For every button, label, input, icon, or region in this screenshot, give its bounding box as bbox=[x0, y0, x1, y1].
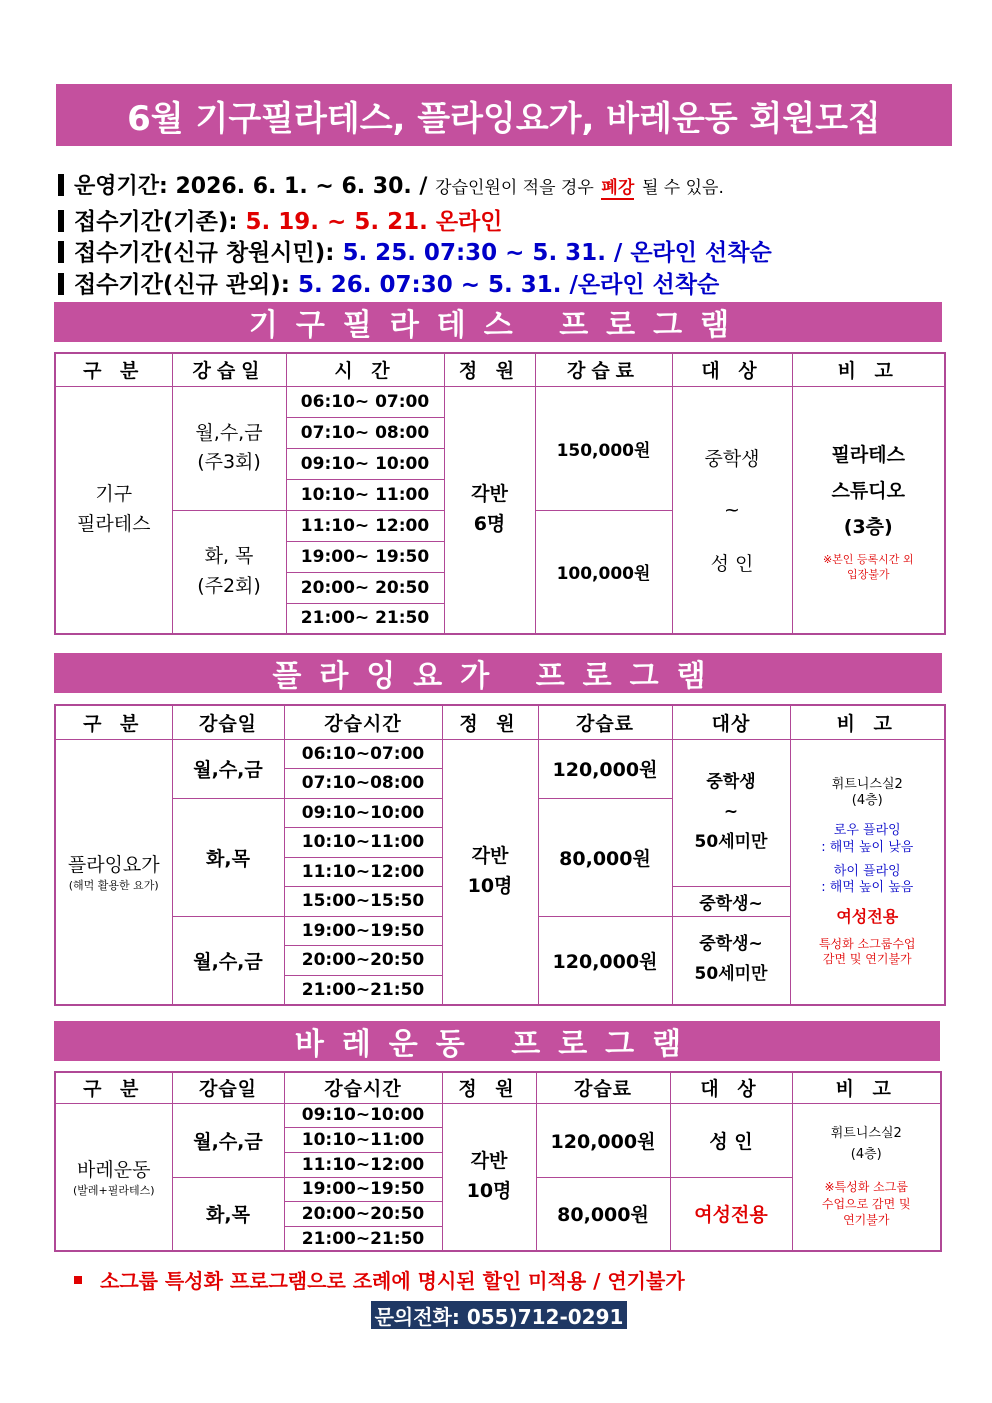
time-slot: 07:10~08:00 bbox=[284, 769, 442, 799]
barre-target-a: 성 인 bbox=[670, 1103, 792, 1177]
contact-phone: 문의전화: 055)712-0291 bbox=[371, 1301, 627, 1329]
target-b: 성 인 bbox=[710, 552, 754, 575]
period-note-cancel: 폐강 bbox=[601, 178, 635, 198]
remark-note: 특성화 소그룹수업 감면 및 연기불가 bbox=[818, 937, 916, 966]
reg-new-out-label: 접수기간(신규 관외): bbox=[74, 272, 290, 298]
header-cell: 정 원 bbox=[444, 353, 535, 386]
period-note-end: 될 수 있음. bbox=[641, 178, 724, 198]
time-slot: 10:10~ 11:00 bbox=[286, 479, 444, 510]
header-cell: 대 상 bbox=[670, 1072, 792, 1103]
table-header-row bbox=[55, 705, 945, 739]
reg-existing-label: 접수기간(기존): bbox=[74, 209, 238, 235]
time-slot: 10:10~11:00 bbox=[284, 1128, 442, 1153]
days-label: 월,수,금 bbox=[195, 421, 263, 444]
time-slot: 19:00~ 19:50 bbox=[286, 541, 444, 572]
time-slot: 07:10~ 08:00 bbox=[286, 417, 444, 448]
period-label: 운영기간: bbox=[74, 174, 168, 199]
bullet-icon bbox=[58, 273, 64, 295]
header-cell: 시 간 bbox=[286, 353, 444, 386]
time-slot: 20:00~20:50 bbox=[284, 946, 442, 976]
header-cell: 비 고 bbox=[792, 353, 945, 386]
registration-existing bbox=[58, 203, 502, 236]
pilates-section-title: 기구필라테스 프로그램 bbox=[54, 302, 942, 342]
time-slot: 09:10~10:00 bbox=[284, 798, 442, 828]
header-cell: 대상 bbox=[672, 705, 790, 739]
operation-period bbox=[58, 169, 724, 200]
flying-target-b: 중학생~ bbox=[672, 887, 790, 917]
time-slot: 21:00~ 21:50 bbox=[286, 603, 444, 634]
page-title: 6월 기구필라테스, 플라잉요가, 바레운동 회원모집 bbox=[56, 84, 952, 146]
header-cell: 비 고 bbox=[790, 705, 945, 739]
table-header-row bbox=[55, 1072, 941, 1103]
reg-new-city-label: 접수기간(신규 창원시민): bbox=[74, 240, 335, 266]
time-slot: 15:00~15:50 bbox=[284, 887, 442, 917]
category-sub: (해먹 활용한 요가) bbox=[68, 879, 159, 892]
bullet-icon bbox=[58, 210, 64, 232]
time-slot: 09:10~10:00 bbox=[284, 1103, 442, 1128]
flying-days-c: 월,수,금 bbox=[172, 916, 284, 1005]
registration-new-outside bbox=[58, 266, 719, 299]
flying-section-title: 플라잉요가 프로그램 bbox=[54, 653, 942, 693]
barre-category bbox=[55, 1103, 172, 1251]
days-sub: (주2회) bbox=[197, 574, 261, 597]
remark-high: 하이 플라잉 : 해먹 높이 높음 bbox=[821, 863, 914, 896]
header-cell: 강습료 bbox=[536, 1072, 670, 1103]
target-tilde: ~ bbox=[724, 498, 740, 521]
remark-place: 휘트니스실2 (4층) bbox=[830, 1126, 902, 1162]
time-slot: 11:10~12:00 bbox=[284, 857, 442, 887]
header-cell: 강습일 bbox=[172, 705, 284, 739]
period-note: 강습인원이 적을 경우 bbox=[435, 178, 594, 198]
reg-new-city-value: 5. 25. 07:30 ~ 5. 31. / 온라인 선착순 bbox=[342, 240, 772, 266]
flying-table bbox=[54, 704, 946, 1006]
barre-days-b: 화,목 bbox=[172, 1177, 284, 1251]
pilates-table bbox=[54, 352, 946, 635]
barre-days-a: 월,수,금 bbox=[172, 1103, 284, 1177]
header-cell: 대 상 bbox=[672, 353, 792, 386]
footer-note bbox=[74, 1265, 685, 1294]
time-slot: 19:00~19:50 bbox=[284, 916, 442, 946]
time-slot: 06:10~ 07:00 bbox=[286, 386, 444, 417]
pilates-capacity: 각반 6명 bbox=[444, 386, 535, 634]
header-cell: 정 원 bbox=[442, 705, 538, 739]
bullet-icon bbox=[58, 241, 64, 263]
days-label: 화, 목 bbox=[204, 545, 254, 568]
footer-note-text: 소그룹 특성화 프로그램으로 조례에 명시된 할인 미적용 / 연기불가 bbox=[100, 1269, 685, 1293]
header-cell: 강습시간 bbox=[284, 1072, 442, 1103]
header-cell: 강습료 bbox=[535, 353, 672, 386]
header-cell: 비 고 bbox=[792, 1072, 941, 1103]
barre-remark bbox=[792, 1103, 941, 1251]
time-slot: 11:10~ 12:00 bbox=[286, 510, 444, 541]
reg-new-out-value: 5. 26. 07:30 ~ 5. 31. /온라인 선착순 bbox=[298, 272, 720, 298]
header-cell: 강습일 bbox=[172, 353, 286, 386]
header-cell: 강습일 bbox=[172, 1072, 284, 1103]
time-slot: 21:00~21:50 bbox=[284, 975, 442, 1005]
pilates-days-a bbox=[172, 386, 286, 510]
flying-category bbox=[55, 739, 172, 1005]
flying-days-a: 월,수,금 bbox=[172, 739, 284, 798]
target-a: 중학생 bbox=[704, 447, 760, 470]
flying-target-c: 중학생~ 50세미만 bbox=[672, 916, 790, 1005]
flying-remark bbox=[790, 739, 945, 1005]
time-slot: 20:00~20:50 bbox=[284, 1202, 442, 1227]
flying-fee-b: 80,000원 bbox=[538, 798, 672, 916]
bullet-icon bbox=[58, 174, 64, 196]
days-sub: (주3회) bbox=[197, 451, 261, 473]
category-sub: (발레+필라테스) bbox=[72, 1184, 155, 1198]
table-header-row bbox=[55, 353, 945, 386]
pilates-fee-b: 100,000원 bbox=[535, 510, 672, 634]
time-slot: 09:10~ 10:00 bbox=[286, 448, 444, 479]
flying-capacity: 각반 10명 bbox=[442, 739, 538, 1005]
pilates-target bbox=[672, 386, 792, 634]
flying-fee-a: 120,000원 bbox=[538, 739, 672, 798]
header-cell: 구 분 bbox=[55, 705, 172, 739]
remark-place: 휘트니스실2 (4층) bbox=[831, 776, 903, 809]
pilates-category: 기구 필라테스 bbox=[55, 386, 172, 634]
remark-place: 필라테스 스튜디오 (3층) bbox=[831, 444, 905, 539]
period-value: 2026. 6. 1. ~ 6. 30. / bbox=[175, 174, 428, 199]
time-slot: 11:10~12:00 bbox=[284, 1152, 442, 1177]
time-slot: 10:10~11:00 bbox=[284, 828, 442, 858]
remark-low: 로우 플라잉 : 해먹 높이 낮음 bbox=[821, 823, 914, 855]
time-slot: 21:00~21:50 bbox=[284, 1226, 442, 1251]
header-cell: 강습료 bbox=[538, 705, 672, 739]
pilates-fee-a: 150,000원 bbox=[535, 386, 672, 510]
flying-target-a: 중학생 ~ 50세미만 bbox=[672, 739, 790, 887]
registration-new-city bbox=[58, 234, 772, 267]
pilates-remark bbox=[792, 386, 945, 634]
barre-fee-a: 120,000원 bbox=[536, 1103, 670, 1177]
remark-note: ※본인 등록시간 외 입장불가 bbox=[822, 552, 914, 581]
header-cell: 구 분 bbox=[55, 353, 172, 386]
header-cell: 강습시간 bbox=[284, 705, 442, 739]
time-slot: 20:00~ 20:50 bbox=[286, 572, 444, 603]
flying-fee-c: 120,000원 bbox=[538, 916, 672, 1005]
category-label: 바레운동 bbox=[77, 1159, 151, 1182]
time-slot: 06:10~07:00 bbox=[284, 739, 442, 769]
flying-days-b: 화,목 bbox=[172, 798, 284, 916]
square-bullet-icon bbox=[74, 1276, 82, 1284]
barre-fee-b: 80,000원 bbox=[536, 1177, 670, 1251]
barre-table bbox=[54, 1071, 942, 1252]
time-slot: 19:00~19:50 bbox=[284, 1177, 442, 1202]
pilates-days-b bbox=[172, 510, 286, 634]
barre-section-title: 바레운동 프로그램 bbox=[54, 1021, 940, 1061]
reg-existing-value: 5. 19. ~ 5. 21. 온라인 bbox=[245, 209, 503, 235]
category-label: 플라잉요가 bbox=[67, 854, 160, 876]
remark-note: ※특성화 소그룹 수업으로 감면 및 연기불가 bbox=[821, 1179, 911, 1228]
header-cell: 정 원 bbox=[442, 1072, 536, 1103]
barre-capacity: 각반 10명 bbox=[442, 1103, 536, 1251]
remark-women-only: 여성전용 bbox=[836, 907, 899, 927]
header-cell: 구 분 bbox=[55, 1072, 172, 1103]
barre-target-b: 여성전용 bbox=[670, 1177, 792, 1251]
